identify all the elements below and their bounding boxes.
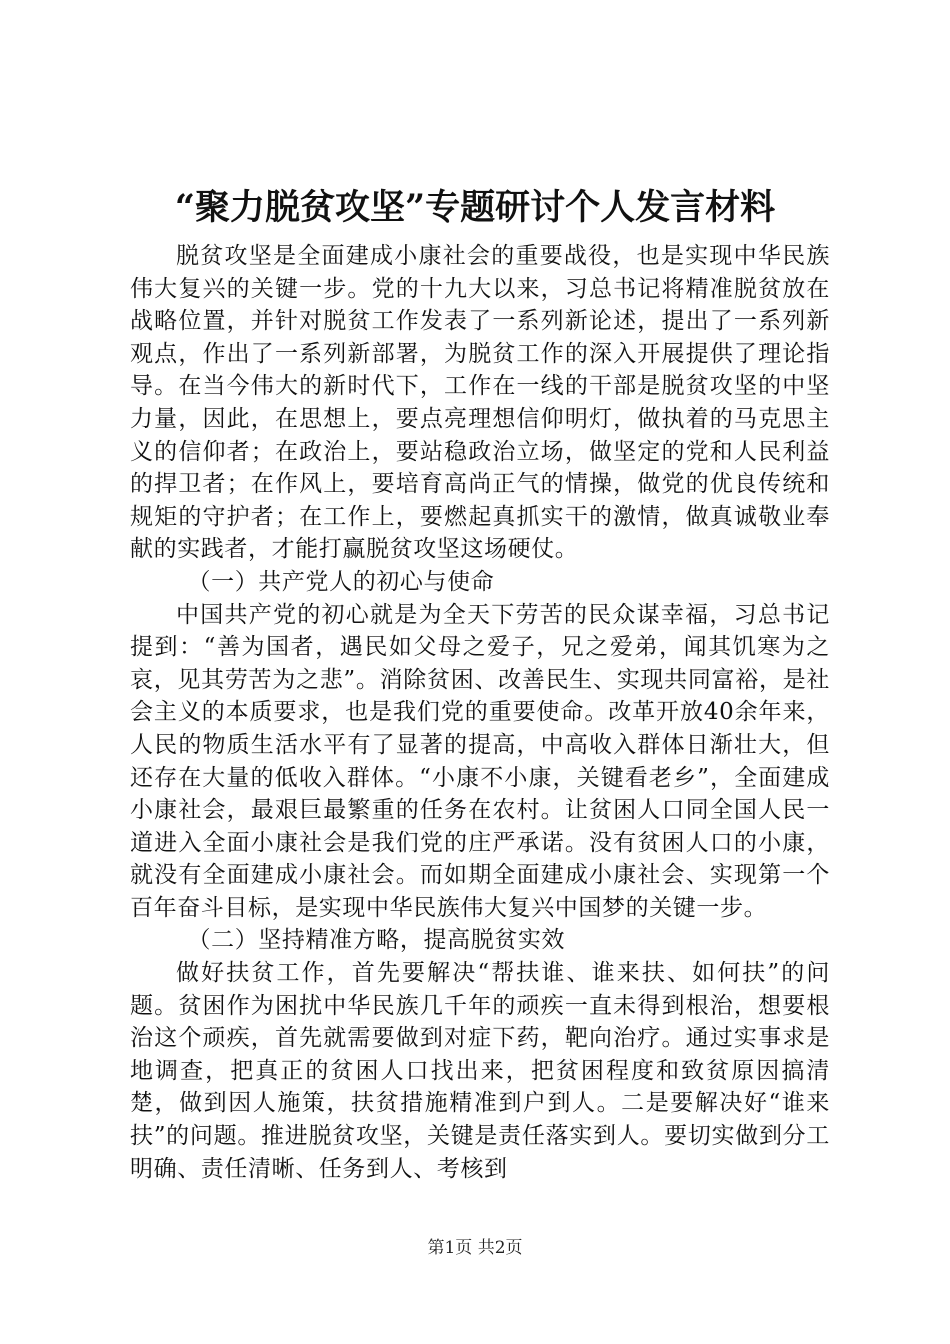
intro-paragraph: 脱贫攻坚是全面建成小康社会的重要战役，也是实现中华民族伟大复兴的关键一步。党的十九大以来，习总书记将精准脱贫放在战略位置，并针对脱贫工作发表了一系列新论述，提出了一系列新观点，作出了一系列新部署，为脱贫工作的深入开展提供了理论指导。在当今伟大的新时代下，工作在一线的干部是脱贫攻坚的中坚力量，因此，在思想上，要点亮理想信仰明灯，做执着的马克思主义的信仰者；在政治上，要站稳政治立场，做坚定的党和人民利益的捍卫者；在作风上，要培育高尚正气的情操，做党的优良传统和规矩的守护者；在工作上，要燃起真抓实干的激情，做真诚敬业奉献的实践者，才能打赢脱贫攻坚这场硬仗。 [130, 243, 830, 563]
section-2-paragraph: 做好扶贫工作，首先要解决“帮扶谁、谁来扶、如何扶”的问题。贫困作为困扰中华民族几千年的顽疾一直未得到根治，想要根治这个顽疾，首先就需要做到对症下药，靶向治疗。通过实事求是地调查，把真正的贫困人口找出来，把贫困程度和致贫原因搞清楚，做到因人施策，扶贫措施精准到户到人。二是要解决好“谁来扶”的问题。推进脱贫攻坚，关键是责任落实到人。要切实做到分工明确、责任清晰、任务到人、考核到 [130, 960, 830, 1182]
section-heading-1: （一）共产党人的初心与使命 [187, 568, 495, 595]
section-1-paragraph: 中国共产党的初心就是为全天下劳苦的民众谋幸福，习总书记提到：“善为国者，遇民如父母之爱子，兄之爱弟，闻其饥寒为之哀，见其劳苦为之悲”。消除贫困、改善民生、实现共同富裕，是社会主义的本质要求，也是我们党的重要使命。改革开放40余年来，人民的物质生活水平有了显著的提高，中高收入群体日渐壮大，但还存在大量的低收入群体。“小康不小康，关键看老乡”，全面建成小康社会，最艰巨最繁重的任务在农村。让贫困人口同全国人民一道进入全面小康社会是我们党的庄严承诺。没有贫困人口的小康，就没有全面建成小康社会。而如期全面建成小康社会、实现第一个百年奋斗目标，是实现中华民族伟大复兴中国梦的关键一步。 [130, 601, 830, 921]
section-heading-2: （二）坚持精准方略，提高脱贫实效 [187, 927, 566, 954]
document-title: “聚力脱贫攻坚”专题研讨个人发言材料 [174, 187, 776, 228]
document-body [130, 240, 830, 1185]
page-number-footer: 第1页 共2页 [427, 1238, 523, 1258]
